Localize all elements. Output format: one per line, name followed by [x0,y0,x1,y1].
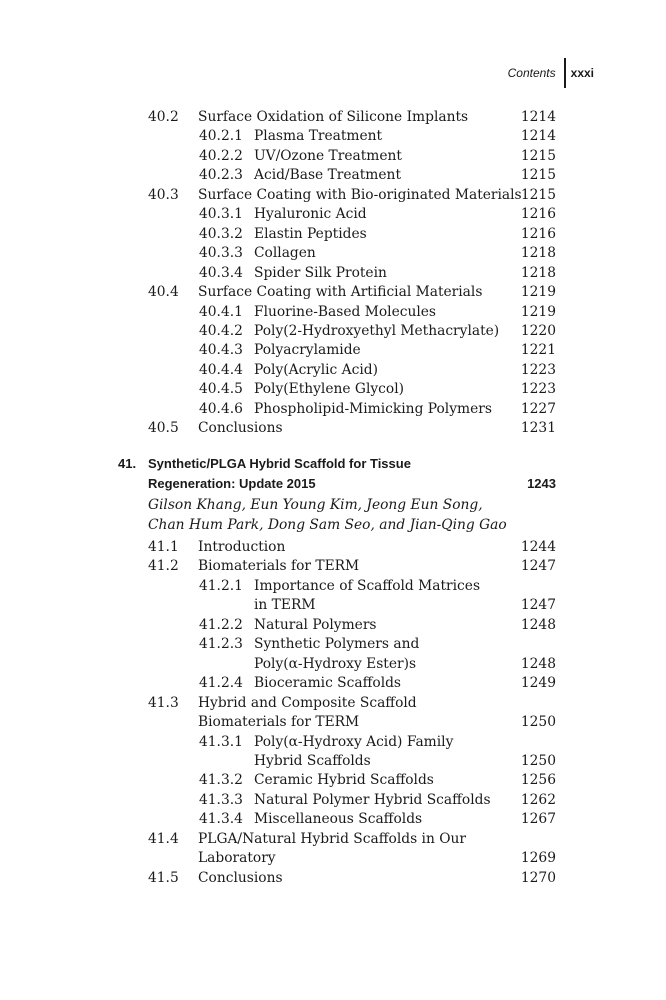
toc-entry [0,264,666,283]
subsection-title: Elastin Peptides [254,225,367,242]
page-number: 1216 [520,225,556,242]
toc-entry [0,830,666,849]
section-title: PLGA/Natural Hybrid Scaffolds in Our [198,830,467,847]
subsection-number: 40.2.3 [199,167,243,184]
subsection-title: Poly(α-Hydroxy Acid) Family [254,733,454,750]
section-title: Surface Coating with Bio-originated Materials [198,186,522,203]
toc-entry [0,205,666,224]
subsection-title: Natural Polymers [254,616,377,633]
toc-entry [0,557,666,576]
page-number: 1214 [520,109,556,125]
page-number: 1220 [520,322,556,339]
authors-text: Gilson Khang, Eun Young Kim, Jeong Eun Song, [148,497,483,513]
toc-entry [0,186,666,205]
subsection-number: 40.3.2 [199,225,243,242]
subsection-title: Bioceramic Scaffolds [254,675,402,692]
toc-entry [0,127,666,146]
header-section-label: Contents [507,66,556,80]
chapter-number: 41. [118,456,137,471]
subsection-title: Miscellaneous Scaffolds [254,811,423,828]
page-number: 1248 [520,655,556,672]
toc-entry [0,655,666,674]
subsection-number: 40.3.4 [199,264,243,281]
page-number: 1221 [520,342,556,359]
section-number: 40.2 [148,109,179,125]
page-number: 1216 [520,206,556,223]
page-number: 1267 [520,811,556,828]
chapter-41-title-line1 [0,454,666,473]
chapter-authors-line2 [0,516,666,535]
toc-entry [0,166,666,185]
section-number: 41.4 [148,830,179,847]
chapter-title-cont: Regeneration: Update 2015 [148,476,316,491]
toc-entry [0,322,666,341]
subsection-number: 40.3.1 [199,206,243,223]
subsection-title: Poly(Acrylic Acid) [254,361,378,378]
page-number: 1218 [520,245,556,262]
toc-entry [0,810,666,829]
page-number: 1215 [520,147,556,164]
subsection-title: Acid/Base Treatment [254,167,401,184]
page-number: 1214 [520,128,556,145]
subsection-title: Phospholipid-Mimicking Polymers [254,400,492,417]
subsection-number: 40.3.3 [199,245,243,262]
subsection-title: Poly(Ethylene Glycol) [254,381,404,398]
subsection-number: 40.4.6 [199,400,243,417]
header-page-number: xxxi [570,66,594,80]
page-number: 1262 [520,791,556,808]
subsection-title: Ceramic Hybrid Scaffolds [254,772,434,789]
toc-entry [0,303,666,322]
toc-entry [0,244,666,263]
toc-entry [0,108,666,127]
section-title-cont: Biomaterials for TERM [198,714,360,731]
toc-entry [0,596,666,615]
subsection-title: Collagen [254,245,316,262]
subsection-title: UV/Ozone Treatment [254,147,402,164]
page-number: 1231 [520,420,556,437]
toc-entry [0,147,666,166]
toc-entry [0,694,666,713]
subsection-title: Poly(2-Hydroxyethyl Methacrylate) [254,322,500,339]
page-number: 1247 [520,597,556,614]
toc-entry [0,733,666,752]
toc-entry [0,791,666,810]
page-number: 1249 [520,675,556,692]
subsection-title-cont: Poly(α-Hydroxy Ester)s [254,655,417,672]
subsection-number: 40.4.4 [199,361,243,378]
toc-entry [0,752,666,771]
section-title: Conclusions [198,869,283,886]
page-number: 1223 [520,381,556,398]
page-number: 1219 [520,284,556,301]
subsection-number: 40.4.2 [199,322,243,339]
chapter-authors-line1 [0,496,666,515]
toc-entry [0,225,666,244]
section-title: Conclusions [198,420,283,437]
toc-entry [0,869,666,888]
running-header [508,58,594,88]
subsection-title: Polyacrylamide [254,342,361,359]
section-number: 41.3 [148,694,179,711]
toc-entry [0,283,666,302]
toc-entry [0,674,666,693]
toc-entry [0,635,666,654]
section-title: Surface Oxidation of Silicone Implants [198,109,469,125]
subsection-title: Plasma Treatment [254,128,383,145]
section-title-cont: Laboratory [198,850,276,867]
section-title: Introduction [198,539,286,555]
subsection-title: Importance of Scaffold Matrices [254,577,481,594]
section-title: Surface Coating with Artificial Materials [198,284,483,301]
subsection-title-cont: Hybrid Scaffolds [254,752,371,769]
page-number: 1218 [520,264,556,281]
section-number: 41.2 [148,558,179,575]
section-number: 40.4 [148,284,179,301]
subsection-number: 40.4.5 [199,381,243,398]
subsection-number: 40.2.2 [199,147,243,164]
page-number: 1219 [520,303,556,320]
subsection-number: 41.2.1 [199,577,243,594]
page-number: 1244 [520,539,556,555]
toc-entry [0,400,666,419]
page-number: 1270 [520,869,556,886]
page-number: 1248 [520,616,556,633]
chapter-page: 1243 [527,476,556,491]
subsection-title: Hyaluronic Acid [254,206,367,223]
subsection-number: 40.4.3 [199,342,243,359]
page-number: 1247 [520,558,556,575]
page-number: 1215 [520,167,556,184]
page-number: 1227 [520,400,556,417]
subsection-title: Natural Polymer Hybrid Scaffolds [254,791,491,808]
toc-entry [0,538,666,557]
subsection-title-cont: in TERM [254,597,316,614]
toc-entry [0,577,666,596]
subsection-title: Fluorine-Based Molecules [254,303,437,320]
subsection-number: 41.2.3 [199,636,243,653]
subsection-number: 41.3.2 [199,772,243,789]
subsection-number: 41.3.1 [199,733,243,750]
subsection-number: 40.4.1 [199,303,243,320]
subsection-number: 40.2.1 [199,128,243,145]
toc-entry [0,361,666,380]
authors-text: Chan Hum Park, Dong Sam Seo, and Jian-Qing Gao [148,517,507,533]
page-number: 1256 [520,772,556,789]
subsection-title: Spider Silk Protein [254,264,387,281]
toc-entry [0,380,666,399]
toc-entry [0,616,666,635]
subsection-number: 41.2.4 [199,675,243,692]
toc-entry [0,849,666,868]
page-number: 1269 [520,850,556,867]
subsection-title: Synthetic Polymers and [254,636,420,653]
section-number: 41.1 [148,539,179,555]
subsection-number: 41.2.2 [199,616,243,633]
page-number: 1250 [520,714,556,731]
toc-entry [0,419,666,438]
page-number: 1215 [520,186,556,203]
section-number: 40.3 [148,186,179,203]
section-title: Biomaterials for TERM [198,558,360,575]
chapter-41-title-line2 [0,474,666,493]
toc-entry [0,341,666,360]
section-title: Hybrid and Composite Scaffold [198,694,417,711]
section-number: 40.5 [148,420,179,437]
toc-entry [0,713,666,732]
toc-entry [0,771,666,790]
chapter-title: Synthetic/PLGA Hybrid Scaffold for Tissue [148,456,411,471]
page-number: 1223 [520,361,556,378]
page-number: 1250 [520,752,556,769]
subsection-number: 41.3.3 [199,791,243,808]
subsection-number: 41.3.4 [199,811,243,828]
section-number: 41.5 [148,869,179,886]
